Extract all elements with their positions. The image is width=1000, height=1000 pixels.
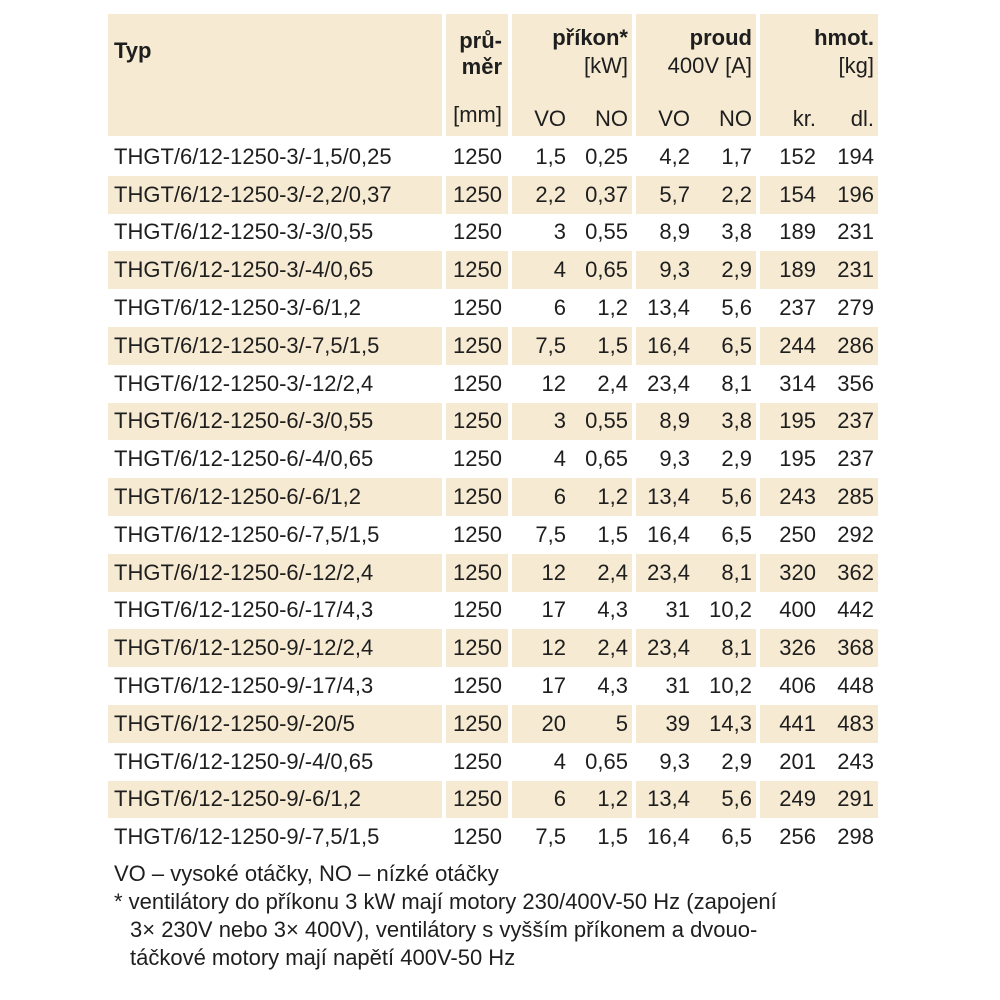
cell-prikon-vo: 12: [508, 554, 570, 592]
cell-prikon-vo: 12: [508, 365, 570, 403]
cell-proud-vo: 9,3: [632, 743, 694, 781]
cell-typ: THGT/6/12-1250-6/-6/1,2: [108, 478, 442, 516]
cell-proud-no: 6,5: [721, 824, 752, 850]
cell-hmot-dl: 194: [837, 143, 874, 169]
cell-hmot-kr: 152: [756, 138, 820, 176]
cell-prikon-vo: 7,5: [508, 516, 570, 554]
cell-prikon-no: 1,5: [597, 521, 628, 547]
cell-hmot-kr: 244: [756, 327, 820, 365]
cell-typ: THGT/6/12-1250-9/-7,5/1,5: [114, 824, 380, 850]
cell-hmot-dl: 237: [837, 446, 874, 472]
cell-hmot-kr: 195: [756, 403, 820, 441]
header-sub-no-prikon: [570, 102, 632, 138]
cell-typ: THGT/6/12-1250-6/-4/0,65: [114, 446, 374, 472]
cell-proud-vo: 31: [632, 592, 694, 630]
table-row: [108, 478, 878, 516]
header-prikon-unit: [kW]: [584, 53, 628, 78]
table-row: [108, 214, 878, 252]
cell-proud-vo: 31: [632, 667, 694, 705]
cell-proud-no: 8,1: [694, 554, 756, 592]
cell-typ: THGT/6/12-1250-9/-20/5: [108, 705, 442, 743]
cell-prikon-no: 2,4: [570, 554, 632, 592]
cell-proud-no: 5,6: [694, 478, 756, 516]
cell-typ: THGT/6/12-1250-9/-6/1,2: [108, 781, 442, 819]
cell-hmot-dl: 442: [837, 597, 874, 623]
cell-hmot-kr: 314: [756, 365, 820, 403]
cell-prumer: 1250: [442, 478, 508, 516]
cell-prumer: 1250: [442, 251, 508, 289]
cell-prikon-vo: 20: [508, 705, 570, 743]
table-row: [108, 705, 878, 743]
sub-dl-label: dl.: [850, 106, 874, 131]
cell-hmot-kr: 406: [756, 667, 820, 705]
table-row: [108, 554, 878, 592]
header-proud-label: proud: [689, 25, 752, 50]
sub-no-label: NO: [595, 106, 628, 131]
note-legend: VO – vysoké otáčky, NO – nízké otáčky: [114, 861, 499, 886]
sub-vo-label: VO: [534, 106, 566, 131]
cell-hmot-kr: 249: [756, 781, 820, 819]
cell-prikon-vo: 7,5: [508, 818, 570, 856]
header-prumer-unit: [442, 102, 508, 138]
cell-typ: THGT/6/12-1250-6/-7,5/1,5: [114, 521, 380, 547]
cell-proud-vo: 13,4: [632, 289, 694, 327]
cell-prikon-vo: 6: [508, 781, 570, 819]
cell-hmot-dl: 483: [820, 705, 878, 743]
cell-proud-vo: 16,4: [632, 516, 694, 554]
cell-proud-vo: 8,9: [632, 214, 694, 252]
notes: [114, 860, 777, 972]
cell-prumer: 1250: [442, 138, 508, 176]
cell-prikon-no: 5: [570, 705, 632, 743]
cell-proud-no: 3,8: [694, 403, 756, 441]
cell-proud-no: 1,7: [721, 143, 752, 169]
cell-prumer: 1250: [442, 818, 508, 856]
cell-proud-no: 6,5: [721, 521, 752, 547]
header-sub-vo-prikon: [508, 102, 570, 138]
cell-prumer: 1250: [442, 667, 508, 705]
cell-typ: THGT/6/12-1250-3/-1,5/0,25: [114, 143, 392, 169]
cell-proud-no: 5,6: [721, 295, 752, 321]
cell-prikon-no: 4,3: [597, 597, 628, 623]
table-row: [108, 289, 878, 327]
cell-prikon-vo: 7,5: [508, 327, 570, 365]
header-sub-dl: [820, 102, 878, 138]
table-row: [108, 403, 878, 441]
table-header: [108, 14, 878, 138]
cell-prikon-no: 1,2: [570, 781, 632, 819]
cell-proud-no: 10,2: [709, 597, 752, 623]
cell-hmot-dl: 292: [837, 521, 874, 547]
cell-prikon-vo: 1,5: [508, 138, 570, 176]
note-footnote-line3: táčkové motory mají napětí 400V-50 Hz: [130, 945, 516, 970]
cell-proud-no: 2,9: [694, 251, 756, 289]
cell-proud-vo: 23,4: [632, 629, 694, 667]
cell-prikon-no: 0,65: [570, 251, 632, 289]
note-footnote-line2: 3× 230V nebo 3× 400V), ventilátory s vyšším příkonem a dvouo-: [130, 917, 758, 942]
cell-proud-no: 8,1: [721, 370, 752, 396]
cell-proud-vo: 23,4: [632, 365, 694, 403]
table-row: [108, 516, 878, 554]
header-hmot-label: hmot.: [814, 25, 874, 50]
cell-hmot-kr: 243: [756, 478, 820, 516]
table-row: [108, 743, 878, 781]
cell-proud-vo: 4,2: [632, 138, 694, 176]
table-row: [108, 251, 878, 289]
cell-proud-vo: 8,9: [632, 403, 694, 441]
header-prumer-unit-label: [mm]: [453, 102, 502, 127]
cell-prumer: 1250: [442, 403, 508, 441]
cell-prikon-vo: 3: [508, 403, 570, 441]
cell-hmot-kr: 441: [756, 705, 820, 743]
cell-hmot-kr: 320: [756, 554, 820, 592]
cell-typ: THGT/6/12-1250-3/-4/0,65: [108, 251, 442, 289]
cell-prumer: 1250: [442, 327, 508, 365]
header-proud: [632, 14, 756, 102]
cell-prumer: 1250: [442, 440, 508, 478]
sub-vo-label: VO: [658, 106, 690, 131]
cell-typ: THGT/6/12-1250-6/-3/0,55: [108, 403, 442, 441]
cell-hmot-kr: 201: [756, 743, 820, 781]
cell-proud-vo: 13,4: [632, 478, 694, 516]
cell-hmot-dl: 291: [820, 781, 878, 819]
cell-hmot-dl: 279: [837, 295, 874, 321]
cell-prumer: 1250: [442, 781, 508, 819]
table-row: [108, 327, 878, 365]
cell-prumer: 1250: [442, 214, 508, 252]
cell-hmot-dl: 356: [837, 370, 874, 396]
cell-typ: THGT/6/12-1250-9/-17/4,3: [114, 673, 374, 699]
cell-proud-vo: 5,7: [632, 176, 694, 214]
cell-hmot-dl: 237: [820, 403, 878, 441]
cell-hmot-dl: 196: [820, 176, 878, 214]
header-prumer-line2: měr: [461, 54, 502, 79]
cell-prikon-vo: 4: [508, 251, 570, 289]
cell-prikon-no: 0,37: [570, 176, 632, 214]
header-sub-vo-proud: [632, 102, 694, 138]
cell-hmot-kr: 154: [756, 176, 820, 214]
cell-prumer: 1250: [442, 705, 508, 743]
cell-hmot-kr: 189: [756, 251, 820, 289]
cell-prikon-vo: 17: [508, 592, 570, 630]
cell-prikon-no: 0,65: [585, 748, 628, 774]
table-row: [108, 138, 878, 176]
cell-prikon-no: 2,4: [597, 370, 628, 396]
cell-prikon-no: 1,2: [570, 478, 632, 516]
cell-prikon-vo: 17: [508, 667, 570, 705]
header-proud-unit: 400V [A]: [667, 53, 752, 78]
cell-hmot-dl: 362: [820, 554, 878, 592]
table-row: [108, 365, 878, 403]
cell-prikon-vo: 2,2: [508, 176, 570, 214]
header-hmot-unit: [kg]: [838, 53, 874, 78]
cell-proud-vo: 9,3: [632, 251, 694, 289]
cell-typ: THGT/6/12-1250-9/-4/0,65: [114, 748, 374, 774]
note-footnote-line1: * ventilátory do příkonu 3 kW mají motory 230/400V-50 Hz (zapojení: [114, 889, 777, 914]
cell-proud-vo: 16,4: [632, 327, 694, 365]
header-prumer: [442, 14, 508, 102]
cell-prikon-no: 1,5: [597, 824, 628, 850]
table-row: [108, 176, 878, 214]
table-row: [108, 440, 878, 478]
cell-hmot-kr: 326: [756, 629, 820, 667]
sub-kr-label: kr.: [792, 106, 816, 131]
cell-hmot-dl: 286: [820, 327, 878, 365]
cell-typ: THGT/6/12-1250-6/-17/4,3: [114, 597, 374, 623]
cell-hmot-kr: 189: [756, 214, 820, 252]
cell-proud-vo: 39: [632, 705, 694, 743]
cell-hmot-kr: 237: [756, 289, 820, 327]
header-prikon-label: příkon*: [552, 25, 628, 50]
cell-hmot-dl: 368: [820, 629, 878, 667]
cell-hmot-dl: 231: [820, 251, 878, 289]
table-row: [108, 667, 878, 705]
cell-proud-no: 2,2: [694, 176, 756, 214]
cell-prikon-vo: 6: [508, 289, 570, 327]
cell-hmot-kr: 256: [756, 818, 820, 856]
cell-proud-no: 8,1: [694, 629, 756, 667]
table-row: [108, 781, 878, 819]
cell-prikon-no: 0,65: [585, 446, 628, 472]
header-typ-label: Typ: [114, 38, 152, 63]
cell-prumer: 1250: [442, 592, 508, 630]
cell-proud-vo: 16,4: [632, 818, 694, 856]
fan-spec-table: [108, 14, 878, 856]
header-sub-no-proud: [694, 102, 756, 138]
cell-prikon-no: 4,3: [597, 673, 628, 699]
cell-hmot-kr: 400: [756, 592, 820, 630]
header-prumer-line1: prů-: [459, 28, 502, 53]
table-row: [108, 818, 878, 856]
cell-prikon-vo: 4: [508, 440, 570, 478]
cell-prikon-no: 1,2: [597, 295, 628, 321]
header-prikon: [508, 14, 632, 102]
cell-prumer: 1250: [442, 743, 508, 781]
cell-hmot-kr: 250: [756, 516, 820, 554]
table-body: [108, 138, 878, 856]
cell-typ: THGT/6/12-1250-3/-6/1,2: [114, 295, 362, 321]
cell-prikon-vo: 12: [508, 629, 570, 667]
header-hmot: [756, 14, 878, 102]
cell-typ: THGT/6/12-1250-3/-7,5/1,5: [108, 327, 442, 365]
cell-hmot-dl: 285: [820, 478, 878, 516]
cell-typ: THGT/6/12-1250-3/-3/0,55: [114, 219, 374, 245]
cell-proud-vo: 13,4: [632, 781, 694, 819]
cell-prikon-no: 2,4: [570, 629, 632, 667]
cell-prikon-no: 0,25: [585, 143, 628, 169]
cell-hmot-dl: 243: [837, 748, 874, 774]
cell-prumer: 1250: [442, 629, 508, 667]
cell-prikon-no: 1,5: [570, 327, 632, 365]
table-row: [108, 629, 878, 667]
cell-proud-no: 6,5: [694, 327, 756, 365]
sub-no-label: NO: [719, 106, 752, 131]
cell-prumer: 1250: [442, 365, 508, 403]
header-sub-kr: [756, 102, 820, 138]
cell-proud-vo: 23,4: [632, 554, 694, 592]
cell-proud-no: 2,9: [721, 748, 752, 774]
cell-proud-no: 5,6: [694, 781, 756, 819]
cell-prumer: 1250: [442, 289, 508, 327]
cell-prikon-vo: 6: [508, 478, 570, 516]
cell-prumer: 1250: [442, 176, 508, 214]
cell-prikon-vo: 4: [508, 743, 570, 781]
table-row: [108, 592, 878, 630]
cell-typ: THGT/6/12-1250-3/-12/2,4: [114, 370, 374, 396]
cell-typ: THGT/6/12-1250-6/-12/2,4: [108, 554, 442, 592]
cell-proud-no: 2,9: [721, 446, 752, 472]
header-typ: [108, 14, 442, 102]
cell-hmot-dl: 448: [837, 673, 874, 699]
cell-prikon-no: 0,55: [570, 403, 632, 441]
cell-typ: THGT/6/12-1250-9/-12/2,4: [108, 629, 442, 667]
cell-prumer: 1250: [442, 554, 508, 592]
cell-prikon-no: 0,55: [585, 219, 628, 245]
cell-hmot-dl: 231: [837, 219, 874, 245]
cell-proud-no: 3,8: [721, 219, 752, 245]
cell-proud-no: 14,3: [694, 705, 756, 743]
cell-proud-vo: 9,3: [632, 440, 694, 478]
cell-proud-no: 10,2: [709, 673, 752, 699]
cell-hmot-kr: 195: [756, 440, 820, 478]
header-typ-sub: [108, 102, 442, 138]
cell-prumer: 1250: [442, 516, 508, 554]
cell-prikon-vo: 3: [508, 214, 570, 252]
cell-typ: THGT/6/12-1250-3/-2,2/0,37: [108, 176, 442, 214]
cell-hmot-dl: 298: [837, 824, 874, 850]
